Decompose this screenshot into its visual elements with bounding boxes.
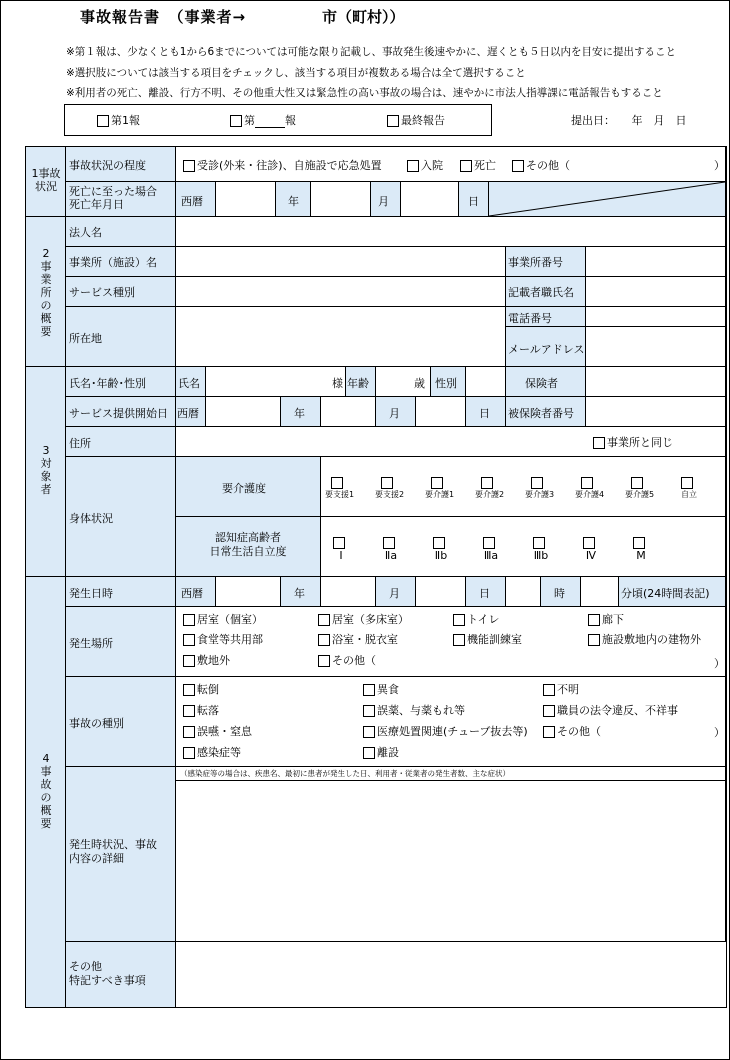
checkbox[interactable] [387,115,399,127]
checkbox[interactable] [631,477,643,489]
close-paren: ） [714,159,725,172]
type-option[interactable] [543,681,579,697]
close-paren: ） [714,726,725,739]
option-label: 入院 [421,159,443,172]
year-label: 年 [288,195,299,208]
special-label: その他 特記すべき事項 [69,960,146,987]
report-form [25,146,727,1008]
section3-label: 3 対 象 者 [40,444,52,496]
place-option[interactable] [183,652,230,668]
day-label: 日 [479,407,490,420]
occur-minute-input[interactable] [581,577,619,607]
checkbox[interactable] [363,747,375,759]
option-label: その他（ [557,725,601,738]
report-nth-option[interactable] [230,112,296,128]
hour-label: 時 [554,587,565,600]
start-day-input[interactable] [416,397,466,427]
writer-input[interactable] [586,277,726,307]
place-option[interactable] [453,631,522,647]
month-input[interactable] [311,182,371,217]
section4-label: 4 事 故 の 概 要 [40,752,52,830]
care-level-option-label: 要介護5 [625,490,655,499]
option-label: 施設敷地内の建物外 [602,633,701,646]
option-label: 感染症等 [197,746,241,759]
care-level-option-label: 要支援1 [325,490,355,499]
checkbox[interactable] [183,747,195,759]
type-option[interactable] [363,744,399,760]
report-final-option[interactable] [387,112,445,128]
report-nth-input[interactable] [255,115,285,128]
checkbox[interactable] [381,477,393,489]
type-option[interactable] [183,702,219,718]
care-level-option-label: 自立 [681,490,697,499]
section1-label: 1事故 状況 [31,167,61,193]
close-paren: ） [714,657,725,670]
option-label: 居室（多床室） [332,613,409,626]
checkbox[interactable] [588,634,600,646]
place-option[interactable] [318,631,398,647]
report-number-box [64,104,492,136]
checkbox[interactable] [363,684,375,696]
dementia-label: 認知症高齢者 日常生活自立度 [209,531,287,558]
type-option[interactable] [183,744,241,760]
death-date-label: 死亡に至った場合 死亡年月日 [69,185,157,211]
place-option[interactable] [588,631,701,647]
checkbox[interactable] [230,115,242,127]
year-label: 年 [294,587,305,600]
body-label: 身体状況 [69,512,113,525]
checkbox[interactable] [407,160,419,172]
city-label: 市（町村）） [322,8,405,26]
care-level-label: 要介護度 [222,482,266,495]
place-option[interactable] [183,611,263,627]
checkbox[interactable] [453,614,465,626]
month-label: 月 [389,587,400,600]
tel-input[interactable] [586,307,726,327]
option-label: 異食 [377,683,399,696]
sai-label: 歳 [414,377,425,390]
checkbox[interactable] [543,726,555,738]
checkbox[interactable] [318,614,330,626]
sex-label: 性別 [435,377,457,390]
checkbox[interactable] [593,437,605,449]
severity-other[interactable] [512,157,570,173]
report-first-label: 第1報 [111,114,140,127]
month-label: 月 [378,195,389,208]
insured-label: 被保険者番号 [508,407,574,420]
option-label: その他（ [526,159,570,172]
report-nth-prefix: 第 [244,114,255,127]
type-label: 事故の種別 [69,717,124,730]
dementia-options [321,517,726,577]
insurer-label: 保険者 [525,377,558,390]
office-no-input[interactable] [586,247,726,277]
type-options [176,677,726,767]
datetime-label: 発生日時 [69,587,113,600]
day-label: 日 [479,587,490,600]
checkbox[interactable] [183,684,195,696]
era-label: 西暦 [181,587,203,600]
occur-day-input[interactable] [416,577,466,607]
dementia-option-label: Ⅱb [434,549,448,562]
option-label: 離設 [377,746,399,759]
era-label: 西暦 [181,195,203,208]
option-label: 受診(外来・往診)、自施設で応急処置 [197,159,382,172]
address-input[interactable] [176,307,506,367]
care-level-option-label: 要介護2 [475,490,505,499]
note-2: ※選択肢については該当する項目をチェックし、該当する項目が複数ある場合は全て選択すること [66,67,526,79]
dementia-option-label: Ⅳ [585,549,597,562]
facility-label: 事業所（施設）名 [69,256,157,269]
option-label: 転落 [197,704,219,717]
era-label: 西暦 [177,407,199,420]
option-label: 食堂等共用部 [197,633,263,646]
page-title: 事故報告書 （事業者→ [80,8,247,26]
option-label: 機能訓練室 [467,633,522,646]
care-level-option-label: 要介護1 [425,490,455,499]
occur-hour-input[interactable] [506,577,541,607]
day-input[interactable] [401,182,459,217]
severity-consult[interactable] [183,157,382,173]
year-label: 年 [294,407,305,420]
type-option[interactable] [543,723,601,739]
checkbox[interactable] [433,537,445,549]
option-label: 職員の法令違反、不祥事 [557,704,678,717]
option-label: 浴室・脱衣室 [332,633,398,646]
service-input[interactable] [176,277,506,307]
checkbox[interactable] [183,614,195,626]
address-label: 所在地 [69,332,102,345]
dementia-option-label: Ⅰ [339,549,343,562]
checkbox[interactable] [363,705,375,717]
checkbox[interactable] [581,477,593,489]
name-input[interactable] [206,367,346,397]
checkbox[interactable] [533,537,545,549]
diagonal-cell [489,182,726,217]
checkbox[interactable] [363,726,375,738]
writer-label: 記載者職氏名 [508,286,574,299]
name-row-label: 氏名･年齢･性別 [69,377,146,390]
type-option[interactable] [543,702,678,718]
detail-label: 発生時状況、事故 内容の詳細 [69,838,157,865]
checkbox[interactable] [97,115,109,127]
care-level-option-label: 要介護3 [525,490,555,499]
mail-label: メールアドレス [508,343,585,356]
start-month-input[interactable] [321,397,376,427]
place-option[interactable] [318,611,409,627]
type-option[interactable] [363,723,528,739]
start-year-input[interactable] [206,397,281,427]
checkbox[interactable] [531,477,543,489]
severity-death[interactable] [460,157,496,173]
tel-label: 電話番号 [508,312,552,325]
place-option[interactable] [453,611,499,627]
checkbox[interactable] [512,160,524,172]
checkbox[interactable] [681,477,693,489]
note-3: ※利用者の死亡、離設、行方不明、その他重大性又は緊急性の高い事故の場合は、速やかに市法人指導課に電話報告もすること [66,87,663,99]
office-no-label: 事業所番号 [508,256,563,269]
checkbox[interactable] [331,477,343,489]
sex-input[interactable] [466,367,506,397]
option-label: 廊下 [602,613,624,626]
option-label: 敷地外 [197,654,230,667]
insured-input[interactable] [586,397,726,427]
dementia-option-label: Ⅱa [384,549,398,562]
checkbox[interactable] [583,537,595,549]
place-option[interactable] [318,652,376,668]
dementia-option-label: Ⅲa [483,549,499,562]
type-option[interactable] [363,681,399,697]
option-label: 誤嚥・窒息 [197,725,252,738]
option-label: 転倒 [197,683,219,696]
type-option[interactable] [183,681,219,697]
corp-label: 法人名 [69,226,102,239]
checkbox[interactable] [183,705,195,717]
mail-input[interactable] [586,327,726,367]
start-label: サービス提供開始日 [69,407,168,420]
detail-note: （感染症等の場合は、疾患名、最初に患者が発生した日、利用者・従業者の発生者数、主な症状） [180,769,510,778]
checkbox[interactable] [543,684,555,696]
checkbox[interactable] [183,655,195,667]
option-label: その他（ [332,654,376,667]
option-label: 誤薬、与薬もれ等 [377,704,465,717]
checkbox[interactable] [431,477,443,489]
report-final-label: 最終報告 [401,114,445,127]
special-input[interactable] [176,942,726,1007]
name-label: 氏名 [178,377,200,390]
place-option[interactable] [183,631,263,647]
type-option[interactable] [183,723,252,739]
checkbox[interactable] [453,634,465,646]
severity-label: 事故状況の程度 [69,159,146,172]
type-option[interactable] [363,702,465,718]
day-label: 日 [468,195,479,208]
checkbox[interactable] [183,726,195,738]
year-input[interactable] [216,182,276,217]
month-label: 月 [389,407,400,420]
facility-input[interactable] [176,247,506,277]
minute-label: 分頃(24時間表記) [621,587,710,600]
section2-label: 2 事 業 所 の 概 要 [40,247,52,338]
severity-hosp[interactable] [407,157,443,173]
detail-input[interactable] [176,781,726,942]
checkbox[interactable] [633,537,645,549]
dementia-option-label: Ⅲb [533,549,549,562]
checkbox[interactable] [183,634,195,646]
report-nth-suffix: 報 [285,114,296,127]
place-option[interactable] [588,611,624,627]
option-label: 居室（個室） [197,613,263,626]
subject-address-label: 住所 [69,437,91,450]
checkbox[interactable] [460,160,472,172]
checkbox[interactable] [383,537,395,549]
checkbox[interactable] [483,537,495,549]
checkbox[interactable] [333,537,345,549]
option-label: 医療処置関連(チューブ抜去等) [377,725,528,738]
option-label: トイレ [467,613,500,626]
same-office-option[interactable] [593,434,673,450]
care-level-option-label: 要支援2 [375,490,405,499]
age-label: 年齢 [347,377,369,390]
option-label: 事業所と同じ [607,436,673,449]
diagonal-line [489,182,726,217]
service-label: サービス種別 [69,286,135,299]
care-level-option-label: 要介護4 [575,490,605,499]
report-first-option[interactable] [97,112,140,128]
occur-year-input[interactable] [216,577,281,607]
option-label: 不明 [557,683,579,696]
checkbox[interactable] [543,705,555,717]
dementia-option-label: M [636,549,646,562]
note-1: ※第１報は、少なくとも1から6までについては可能な限り記載し、事故発生後速やかに、遅くとも５日以内を目安に提出すること [66,46,676,58]
place-label: 発生場所 [69,637,113,650]
checkbox[interactable] [481,477,493,489]
sama-label: 様 [332,377,343,390]
checkbox[interactable] [318,655,330,667]
checkbox[interactable] [183,160,195,172]
corp-input[interactable] [176,217,726,247]
occur-month-input[interactable] [321,577,376,607]
option-label: 死亡 [474,159,496,172]
checkbox[interactable] [588,614,600,626]
submit-date: 提出日： 年 月 日 [571,114,687,127]
insurer-input[interactable] [586,367,726,397]
checkbox[interactable] [318,634,330,646]
